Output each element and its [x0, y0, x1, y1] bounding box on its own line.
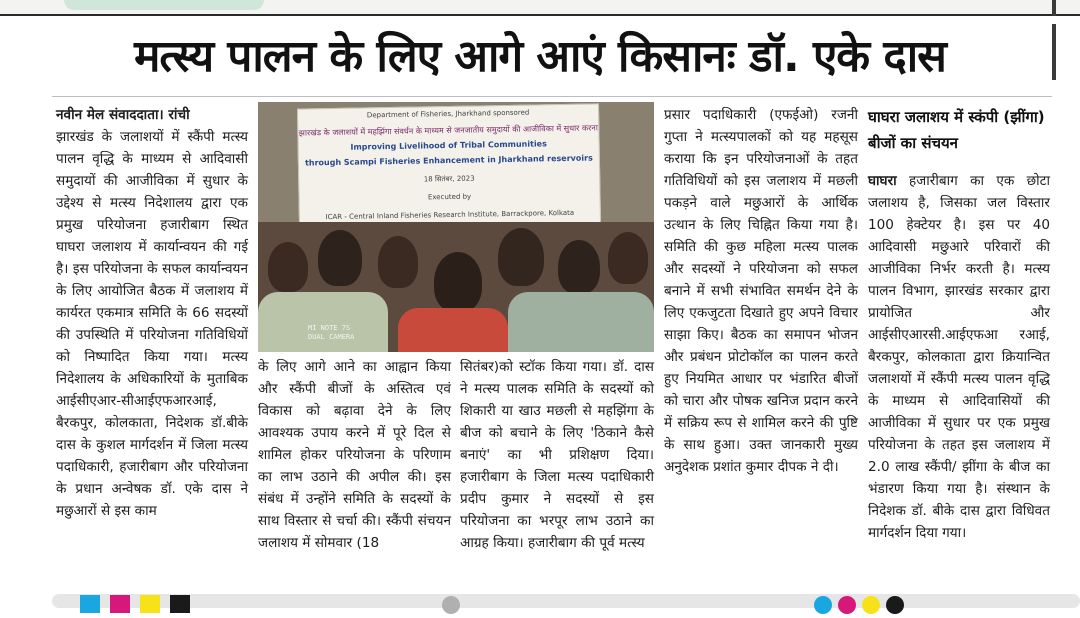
top-rule [0, 14, 1080, 16]
top-tab [64, 0, 264, 10]
right-margin-mark [1052, 0, 1056, 16]
column-5-text: हजारीबाग का एक छोटा जलाशय है, जिसका जल विस्तार 100 हेक्टेयर है। इस पर 40 आदिवासी मछुआरे परिवारों की आजीविका निर्भर करती है। मत्स्य पालन विभाग, झारखंड सरकार द्वारा प्रायोजित और आईसीएआरसी.आईएफआ रआई, बैरकपुर, कोलकाता द्वारा क्रियान्वित जलाशयों में स्कैंपी मत्स्य पालन वृद्धि के माध्यम से आदिवासियों की आजीविका में सुधार पर एक प्रमुख परियोजना के तहत इस जलाशय में 2.0 लाख स्कैंपी/ झींगा के बीज का भंडारण किया गया है। संस्थान के निदेशक डॉ. बीके दास द्वारा विधिवत मार्गदर्शन दिया गया। [868, 173, 1050, 541]
photo-banner [297, 103, 601, 228]
yellow-swatch [140, 595, 160, 613]
registration-dot [442, 596, 460, 614]
sidebar-subheading: घाघरा जलाशय में स्कंपी (झींगा) बीजों का संचयन [868, 108, 1045, 152]
headline: मत्स्य पालन के लिए आगे आएं किसानः डॉ. एके दास [134, 31, 946, 82]
camera-watermark [308, 324, 354, 342]
banner-date: 18 सितंबर, 2023 [423, 174, 475, 184]
yellow-dot [862, 596, 880, 614]
banner-hindi-text: झारखंड के जलाशयों में महझिंगा संवर्धन के माध्यम से जनजातीय समुदायों की आजीविका में सुधार करना [298, 123, 598, 138]
person-figure [498, 228, 544, 286]
person-figure [608, 232, 648, 284]
byline: नवीन मेल संवाददाता। रांची [56, 107, 190, 123]
banner-organization: ICAR - Central Inland Fisheries Research Institute, Barrackpore, Kolkata [325, 208, 575, 222]
camera-watermark-line-2: DUAL CAMERA [308, 333, 355, 341]
person-clothing [398, 308, 508, 352]
column-2-text: के लिए आगे आने का आह्वान किया और स्कैंपी बीजों के अस्तित्व एवं विकास को बढ़ावा देने के लिए आवश्यक उपाय करने में पूरे दिल से शामिल होकर परियोजना के परिणाम का लाभ उठाने की अपील की। इस संबंध में उन्होंने समिति के सदस्यों के साथ विस्तार से चर्चा की। स्कैंपी संचयन जलाशय में सोमवार (18 [258, 359, 451, 551]
black-swatch [170, 595, 190, 613]
banner-english-line-1: Improving Livelihood of Tribal Communities [350, 139, 547, 152]
article-column-2 [258, 356, 451, 554]
column-1-text: झारखंड के जलाशयों में स्कैंपी मत्स्य पालन वृद्धि के माध्यम से आदिवासी समुदायों की आजीविका में सुधार के उद्देश्य से मत्स्य निदेशालय द्वारा एक प्रमुख परियोजना हजारीबाग स्थित घाघरा जलाशय में कार्यान्वयन की गई है। इस परियोजना के सफल कार्यान्वयन के लिए आयोजित बैठक में जलाशय में कार्यरत एकमात्र समिति के 66 सदस्यों की उपस्थिति में परियोजना गतिविधियों को निष्पादित किया गया। मत्स्य निदेशालय के अधिकारियों के मुताबिक आईसीएआर-सीआईएफआरआई, बैरकपुर, कोलकाता, निदेशक डॉ.बीके दास के कुशल मार्गदर्शन में जिला मत्स्य पदाधिकारी, हजारीबाग और परियोजना के प्रधान अन्वेषक डॉ. एके दास ने मछुआरों से इस काम [56, 129, 248, 519]
black-dot [886, 596, 904, 614]
banner-english-line-2: through Scampi Fisheries Enhancement in Jharkhand reservoirs [304, 153, 593, 168]
sidebar-lead-word: घाघरा [868, 173, 897, 189]
banner-executed-by: Executed by [427, 192, 472, 202]
magenta-dot [838, 596, 856, 614]
article-column-5 [868, 170, 1050, 544]
camera-watermark-line-1: MI NOTE 7S [308, 324, 351, 332]
person-figure [378, 236, 418, 288]
cyan-swatch [80, 595, 100, 613]
article-column-4 [664, 104, 858, 478]
news-photo [258, 102, 654, 352]
article-column-1 [56, 104, 248, 522]
banner-top-text: Department of Fisheries, Jharkhand sponsored [366, 108, 530, 120]
person-figure [318, 230, 362, 286]
person-clothing [258, 292, 388, 352]
person-figure [268, 242, 308, 292]
person-figure [558, 240, 600, 294]
cyan-dot [814, 596, 832, 614]
person-figure [434, 252, 482, 312]
right-margin-mark [1052, 24, 1056, 80]
column-4-text: प्रसार पदाधिकारी (एफईओ) रजनी गुप्ता ने मत्स्यपालकों को यह महसूस कराया कि इन परियोजनाओं के तहत गतिविधियों को इस जलाशय में मछली पकड़ने वाले मछुआरों के आर्थिक उत्थान के लिए चिह्नित किया गया है। समिति की कुछ महिला मत्स्य पालक और सदस्यों ने परियोजना को सफल बनाने में सभी संभावित समर्थन देने के लिए एकजुटता दिखाते हुए अपने विचार साझा किए। बैठक का समापन भोजन और प्रबंधन प्रोटोकॉल का पालन करते हुए नियमित आधार पर भंडारित बीजों को चारा और पोषक खनिज प्रदान करने में सक्रिय रूप से शामिल करने की पुष्टि के साथ हुआ। उक्त जानकारी मुख्य अनुदेशक प्रशांत कुमार दीपक ने दी। [664, 107, 858, 475]
article-column-3 [460, 356, 654, 554]
magenta-swatch [110, 595, 130, 613]
person-clothing [508, 292, 654, 352]
headline-rule [52, 96, 1052, 97]
print-color-bar [52, 594, 1080, 608]
column-3-text: सितंबर)को स्टॉक किया गया। डॉ. दास ने मत्स्य पालक समिति के सदस्यों को शिकारी या खाउ मछली से महझिंगा के बीज को बचाने के लिए 'ठिकाने कैसे बनाएं' का भी प्रशिक्षण दिया। हजारीबाग के जिला मत्स्य पदाधिकारी प्रदीप कुमार ने सदस्यों से इस परियोजना का भरपूर लाभ उठाने का आग्रह किया। हजारीबाग की पूर्व मत्स्य [460, 359, 654, 551]
